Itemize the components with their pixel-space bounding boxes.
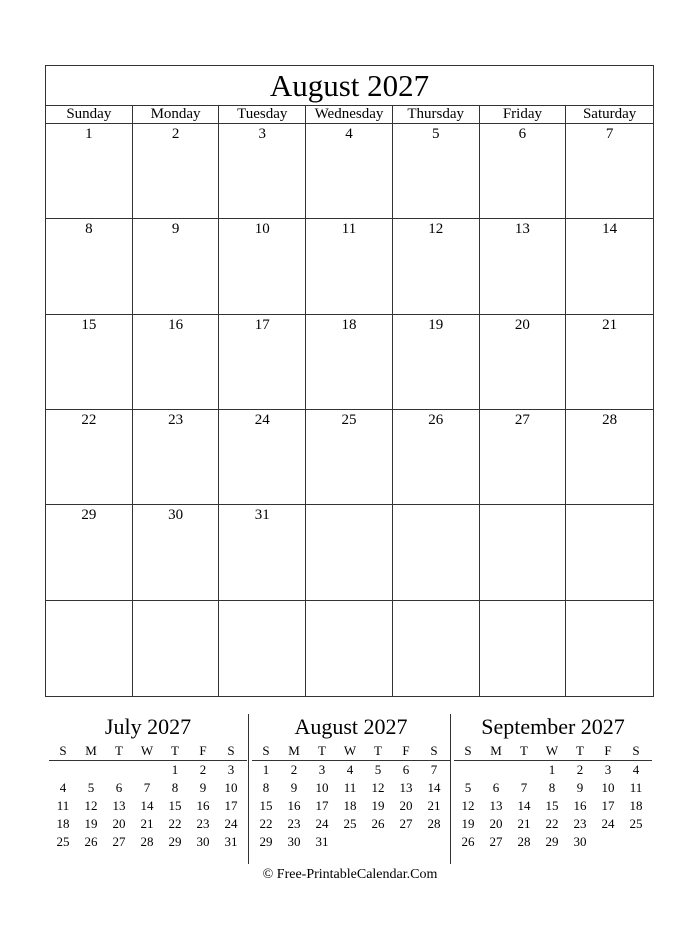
mini-day: 12	[371, 780, 385, 795]
day-cell	[306, 601, 393, 696]
day-cell: 27	[480, 410, 567, 505]
mini-day: 4	[632, 762, 640, 777]
mini-day	[510, 761, 538, 779]
mini-day: 27	[399, 816, 413, 831]
mini-day: 8	[548, 780, 556, 795]
mini-day: 7	[430, 762, 438, 777]
mini-day	[482, 761, 510, 779]
mini-day: 22	[259, 816, 273, 831]
mini-day	[336, 833, 364, 851]
day-cell	[133, 601, 220, 696]
mini-day: 29	[259, 834, 273, 849]
day-cell: 9	[133, 219, 220, 314]
mini-calendar-july	[49, 712, 247, 851]
mini-day: 16	[287, 798, 301, 813]
mini-day: 23	[287, 816, 301, 831]
mini-weekday: S	[464, 743, 472, 758]
mini-weekday-row	[252, 742, 450, 761]
weekday-thursday: Thursday	[393, 106, 480, 123]
mini-weekday: T	[374, 743, 382, 758]
mini-day: 2	[576, 762, 584, 777]
copyright-footer: © Free-PrintableCalendar.Com	[262, 867, 438, 882]
mini-day: 15	[168, 798, 182, 813]
mini-day: 21	[517, 816, 531, 831]
day-cell: 31	[219, 505, 306, 600]
mini-day	[133, 761, 161, 779]
mini-day	[622, 833, 650, 851]
mini-weekday: S	[632, 743, 640, 758]
mini-day: 26	[461, 834, 475, 849]
mini-weekday: M	[490, 743, 502, 758]
mini-day: 29	[168, 834, 182, 849]
mini-weekday: M	[85, 743, 97, 758]
mini-day: 18	[629, 798, 643, 813]
mini-weekday: F	[199, 743, 207, 758]
mini-day	[77, 761, 105, 779]
mini-day-grid	[49, 761, 247, 851]
mini-day: 5	[374, 762, 382, 777]
day-cell	[566, 601, 653, 696]
mini-day: 1	[171, 762, 179, 777]
day-cell: 7	[566, 124, 653, 219]
mini-day: 31	[224, 834, 238, 849]
mini-day: 25	[56, 834, 70, 849]
mini-day: 2	[199, 762, 207, 777]
day-cell: 16	[133, 315, 220, 410]
day-cell: 4	[306, 124, 393, 219]
day-cell: 18	[306, 315, 393, 410]
mini-day: 22	[545, 816, 559, 831]
day-cell: 13	[480, 219, 567, 314]
day-cell	[480, 601, 567, 696]
day-cell	[393, 601, 480, 696]
mini-day: 31	[315, 834, 329, 849]
mini-day: 15	[259, 798, 273, 813]
day-cell: 30	[133, 505, 220, 600]
mini-weekday-row	[49, 742, 247, 761]
mini-day: 20	[399, 798, 413, 813]
mini-weekday: W	[140, 743, 154, 758]
day-cell: 6	[480, 124, 567, 219]
mini-day: 30	[573, 834, 587, 849]
mini-day: 7	[520, 780, 528, 795]
mini-day: 27	[489, 834, 503, 849]
mini-calendar-title: September 2027	[481, 714, 625, 739]
mini-day: 5	[464, 780, 472, 795]
mini-day: 18	[343, 798, 357, 813]
mini-day: 14	[140, 798, 154, 813]
mini-day: 24	[601, 816, 615, 831]
mini-day: 3	[227, 762, 235, 777]
day-cell: 28	[566, 410, 653, 505]
day-cell	[393, 505, 480, 600]
mini-day: 11	[629, 780, 643, 795]
mini-day: 25	[343, 816, 357, 831]
mini-weekday: W	[545, 743, 559, 758]
mini-day-grid	[252, 761, 450, 851]
mini-day: 24	[315, 816, 329, 831]
mini-day: 19	[84, 816, 98, 831]
mini-day: 26	[371, 816, 385, 831]
day-cell: 17	[219, 315, 306, 410]
mini-day	[594, 833, 622, 851]
mini-day: 19	[371, 798, 385, 813]
mini-day: 6	[492, 780, 500, 795]
mini-day: 21	[427, 798, 441, 813]
mini-day: 16	[573, 798, 587, 813]
mini-weekday: M	[288, 743, 300, 758]
mini-day: 8	[171, 780, 179, 795]
day-cell	[46, 601, 133, 696]
day-cell: 5	[393, 124, 480, 219]
calendar-title: August 2027	[46, 66, 653, 106]
day-cell: 11	[306, 219, 393, 314]
weekday-saturday: Saturday	[582, 106, 637, 122]
day-cell: 26	[393, 410, 480, 505]
mini-day: 24	[224, 816, 238, 831]
mini-day: 4	[346, 762, 354, 777]
mini-calendar-title: August 2027	[294, 714, 408, 739]
mini-day: 12	[84, 798, 98, 813]
mini-day: 20	[489, 816, 503, 831]
mini-day: 10	[315, 780, 329, 795]
mini-day: 23	[196, 816, 210, 831]
mini-day: 10	[601, 780, 615, 795]
mini-day	[364, 833, 392, 851]
mini-day: 12	[461, 798, 475, 813]
mini-calendar-september	[454, 712, 652, 851]
mini-day: 14	[517, 798, 531, 813]
day-cell: 22	[46, 410, 133, 505]
mini-calendar-august	[252, 712, 450, 851]
mini-weekday: S	[227, 743, 235, 758]
mini-weekday-row	[454, 742, 652, 761]
day-cell	[306, 505, 393, 600]
mini-day: 11	[343, 780, 357, 795]
mini-day: 30	[196, 834, 210, 849]
day-cell: 19	[393, 315, 480, 410]
mini-day: 9	[199, 780, 207, 795]
weekday-friday: Friday	[480, 106, 567, 123]
mini-weekday: T	[520, 743, 528, 758]
mini-day: 28	[517, 834, 531, 849]
mini-day	[392, 833, 420, 851]
mini-day: 1	[262, 762, 270, 777]
mini-day: 20	[112, 816, 126, 831]
day-grid	[46, 124, 653, 696]
mini-day: 13	[489, 798, 503, 813]
day-cell: 10	[219, 219, 306, 314]
mini-day: 6	[402, 762, 410, 777]
mini-day-grid	[454, 761, 652, 851]
day-cell: 1	[46, 124, 133, 219]
mini-weekday: S	[430, 743, 438, 758]
mini-weekday: T	[576, 743, 584, 758]
day-cell: 20	[480, 315, 567, 410]
mini-weekday: W	[343, 743, 357, 758]
day-cell	[480, 505, 567, 600]
mini-day: 14	[427, 780, 441, 795]
day-cell	[566, 505, 653, 600]
mini-day: 27	[112, 834, 126, 849]
mini-day: 9	[290, 780, 298, 795]
mini-day: 7	[143, 780, 151, 795]
weekday-monday: Monday	[133, 106, 220, 123]
mini-weekday: T	[115, 743, 123, 758]
day-cell: 25	[306, 410, 393, 505]
mini-divider	[248, 714, 249, 864]
mini-day: 16	[196, 798, 210, 813]
mini-calendar-title: July 2027	[104, 714, 192, 739]
mini-weekday: F	[402, 743, 410, 758]
weekday-tuesday: Tuesday	[219, 106, 306, 123]
mini-weekday: T	[171, 743, 179, 758]
day-cell: 3	[219, 124, 306, 219]
mini-day: 3	[318, 762, 326, 777]
main-calendar	[45, 65, 654, 697]
mini-day: 2	[290, 762, 298, 777]
mini-day: 3	[604, 762, 612, 777]
mini-day: 21	[140, 816, 154, 831]
mini-weekday: S	[59, 743, 67, 758]
mini-day: 13	[112, 798, 126, 813]
mini-day: 9	[576, 780, 584, 795]
mini-day	[454, 761, 482, 779]
mini-day: 30	[287, 834, 301, 849]
mini-divider	[450, 714, 451, 864]
mini-day: 17	[224, 798, 238, 813]
mini-weekday: S	[262, 743, 270, 758]
mini-weekday: T	[318, 743, 326, 758]
day-cell: 21	[566, 315, 653, 410]
mini-day: 19	[461, 816, 475, 831]
mini-day	[420, 833, 448, 851]
day-cell: 14	[566, 219, 653, 314]
day-cell: 23	[133, 410, 220, 505]
mini-day: 8	[262, 780, 270, 795]
mini-day: 23	[573, 816, 587, 831]
mini-day: 25	[629, 816, 643, 831]
mini-day: 29	[545, 834, 559, 849]
mini-day: 18	[56, 816, 70, 831]
mini-weekday: F	[604, 743, 612, 758]
mini-day: 6	[115, 780, 123, 795]
mini-day	[105, 761, 133, 779]
mini-day: 28	[427, 816, 441, 831]
mini-day	[49, 761, 77, 779]
day-cell: 15	[46, 315, 133, 410]
weekday-sunday: Sunday	[46, 106, 133, 123]
mini-day: 17	[601, 798, 615, 813]
mini-day: 10	[224, 780, 238, 795]
mini-day: 15	[545, 798, 559, 813]
day-cell: 2	[133, 124, 220, 219]
mini-day: 11	[56, 798, 70, 813]
mini-day: 22	[168, 816, 182, 831]
weekday-wednesday: Wednesday	[306, 106, 393, 123]
mini-day: 13	[399, 780, 413, 795]
mini-day: 5	[87, 780, 95, 795]
day-cell: 29	[46, 505, 133, 600]
mini-day: 17	[315, 798, 329, 813]
day-cell	[219, 601, 306, 696]
day-cell: 24	[219, 410, 306, 505]
mini-day: 1	[548, 762, 556, 777]
weekday-header-row	[46, 106, 653, 124]
day-cell: 8	[46, 219, 133, 314]
mini-day: 28	[140, 834, 154, 849]
mini-day: 26	[84, 834, 98, 849]
mini-day: 4	[59, 780, 67, 795]
day-cell: 12	[393, 219, 480, 314]
